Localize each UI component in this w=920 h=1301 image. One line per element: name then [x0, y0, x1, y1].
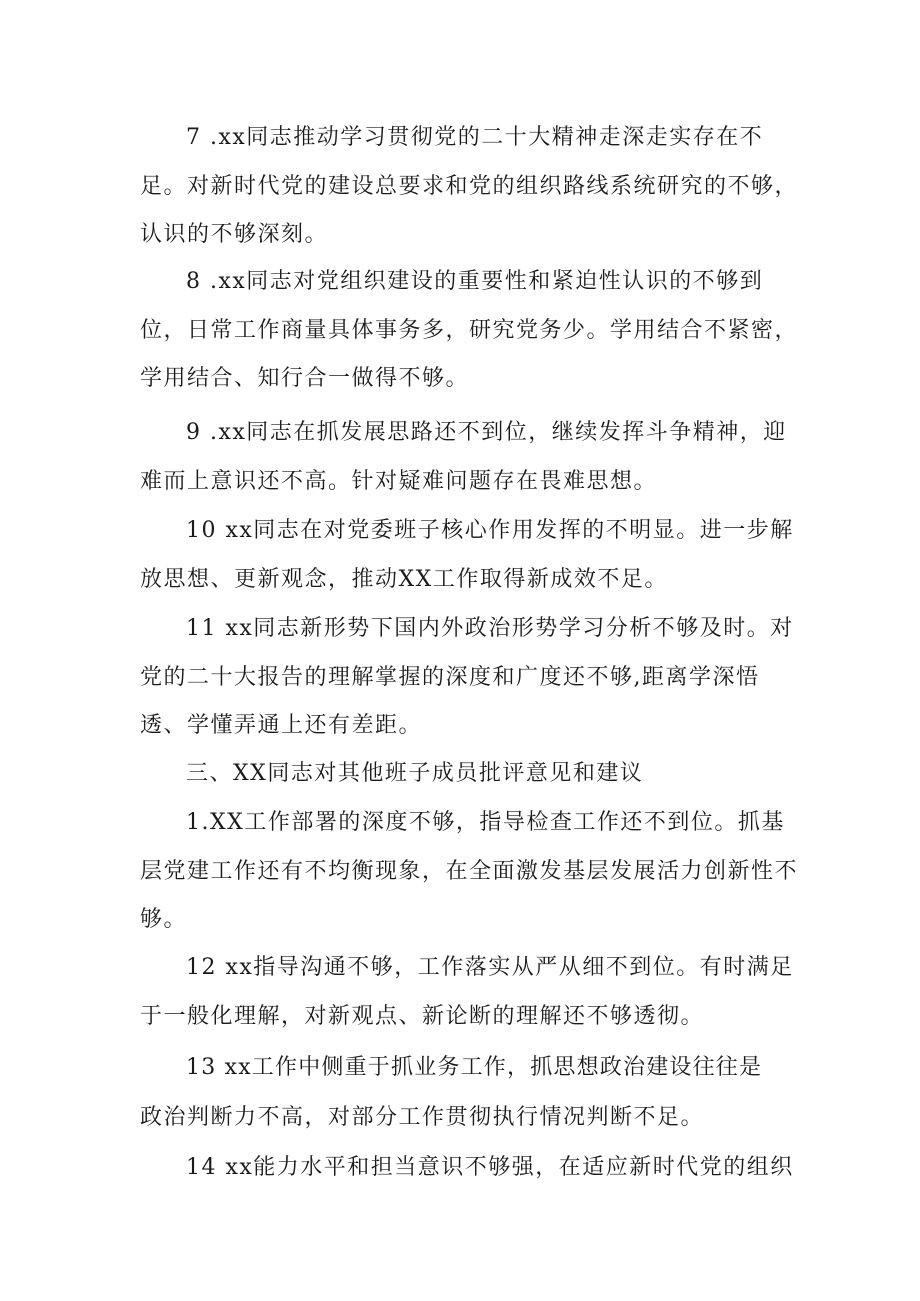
paragraph-14: 14 xx能力水平和担当意识不够强，在适应新时代党的组织	[186, 1155, 794, 1180]
section-heading-3: 三、XX同志对其他班子成员批评意见和建议	[186, 761, 644, 786]
paragraph-7: 7 .xx同志推动学习贯彻党的二十大精神走深走实存在不足。对新时代党的建设总要求和党的组织路线系统研究的不够，认识的不够深刻。	[140, 125, 799, 247]
paragraph-8: 8 .xx同志对党组织建设的重要性和紧迫性认识的不够到位，日常工作商量具体事务多，研究党务少。学用结合不紧密，学用结合、知行合一做得不够。	[140, 269, 799, 391]
paragraph-13-continued: 政治判断力不高，对部分工作贯彻执行情况判断不足。	[140, 1105, 705, 1130]
paragraph-item-1: 1.XX工作部署的深度不够，指导检查工作还不到位。抓基层党建工作还有不均衡现象，在全面激发基层发展活力创新性不够。	[140, 810, 799, 932]
paragraph-9: 9 .xx同志在抓发展思路还不到位，继续发挥斗争精神，迎难而上意识还不高。针对疑难问题存在畏难思想。	[140, 420, 787, 494]
paragraph-11: 11 xx同志新形势下国内外政治形势学习分析不够及时。对党的二十大报告的理解掌握的深度和广度还不够,距离学深悟透、学懂弄通上还有差距。	[140, 616, 794, 738]
paragraph-10: 10 xx同志在对党委班子核心作用发挥的不明显。进一步解放思想、更新观念，推动XX工作取得新成效不足。	[140, 518, 794, 592]
paragraph-12: 12 xx指导沟通不够，工作落实从严从细不到位。有时满足于一般化理解，对新观点、新论断的理解还不够透彻。	[140, 955, 794, 1029]
paragraph-13: 13 xx工作中侧重于抓业务工作，抓思想政治建设往往是	[186, 1055, 763, 1080]
